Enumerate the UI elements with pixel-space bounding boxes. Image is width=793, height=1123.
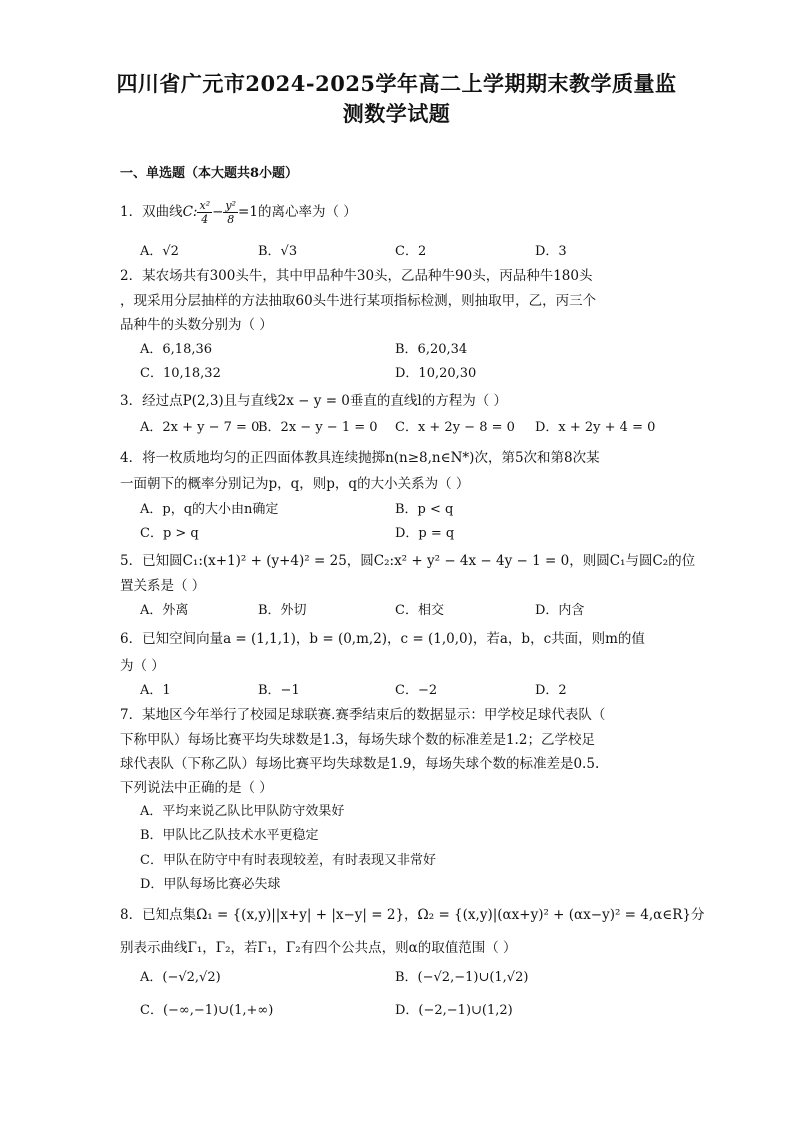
- q1-option-b: B．√3: [258, 244, 298, 259]
- q6-option-b: B．−1: [258, 683, 300, 698]
- q3-option-a: A．2x + y − 7 = 0: [140, 420, 260, 435]
- q7-option-c: C．甲队在防守中有时表现较差，有时表现又非常好: [140, 853, 436, 868]
- q1-minus: −: [212, 204, 224, 220]
- question-1: [120, 200, 357, 225]
- q1-frac-2: [223, 200, 238, 225]
- q4-option-d: D．p = q: [395, 526, 455, 541]
- q6-option-a: A．1: [140, 683, 171, 698]
- q8-line-1: 8．已知点集Ω₁ = {(x,y)||x+y| + |x−y| = 2}，Ω₂ = {(x,y)|(αx+y)² + (αx−y)² = 4,α∈R}分: [120, 907, 705, 923]
- q4-option-a: A．p，q的大小由n确定: [140, 502, 279, 517]
- q3-line-1: 3．经过点P(2,3)且与直线2x − y = 0垂直的直线l的方程为（ ）: [120, 393, 507, 409]
- q7-option-b: B．甲队比乙队技术水平更稳定: [140, 828, 319, 843]
- q1-frac-1-num: x²: [199, 199, 211, 212]
- section-heading: 一、单选题（本大题共8小题）: [120, 166, 299, 181]
- q1-option-a: A．√2: [140, 244, 179, 259]
- q2-option-c: C．10,18,32: [140, 366, 221, 381]
- q1-option-c: C．2: [395, 244, 427, 259]
- q3-option-c: C．x + 2y − 8 = 0: [395, 420, 515, 435]
- q8-option-a: A．(−√2,√2): [140, 970, 221, 985]
- q8-line-2: 别表示曲线Γ₁，Γ₂，若Γ₁，Γ₂有四个公共点，则α的取值范围（ ）: [120, 940, 517, 956]
- q5-line-1: 5．已知圆C₁:(x+1)² + (y+4)² = 25，圆C₂:x² + y² − 4x − 4y − 1 = 0，则圆C₁与圆C₂的位: [120, 553, 696, 569]
- q2-option-a: A．6,18,36: [140, 342, 213, 357]
- title-line-2: 测数学试题: [342, 101, 451, 126]
- q4-line-1: 4．将一枚质地均匀的正四面体教具连续抛掷n(n≥8,n∈N*)次，第5次和第8次某: [120, 450, 600, 466]
- q1-option-d: D．3: [535, 244, 567, 259]
- q1-eq-tail: =1: [238, 204, 258, 220]
- q5-option-a: A．外离: [140, 603, 189, 618]
- q7-option-d: D．甲队每场比赛必失球: [140, 877, 281, 892]
- q1-prefix: 1．双曲线: [120, 204, 183, 220]
- q8-option-d: D．(−2,−1)∪(1,2): [395, 1003, 513, 1018]
- q8-option-c: C．(−∞,−1)∪(1,+∞): [140, 1003, 274, 1018]
- q2-option-d: D．10,20,30: [395, 366, 477, 381]
- q7-line-4: 下列说法中正确的是（ ）: [120, 780, 273, 796]
- q1-frac-1-den: 4: [201, 213, 209, 226]
- q7-option-a: A．平均来说乙队比甲队防守效果好: [140, 804, 345, 819]
- q7-line-1: 7．某地区今年举行了校园足球联赛.赛季结束后的数据显示：甲学校足球代表队（: [120, 707, 606, 723]
- q6-option-d: D．2: [535, 683, 567, 698]
- q3-option-d: D．x + 2y + 4 = 0: [535, 420, 656, 435]
- q5-option-c: C．相交: [395, 603, 444, 618]
- q2-line-3: 品种牛的头数分别为（ ）: [120, 317, 273, 333]
- q7-line-3: 球代表队（下称乙队）每场比赛平均失球数是1.9，每场失球个数的标准差是0.5.: [120, 756, 600, 772]
- q2-line-1: 2．某农场共有300头牛，其中甲品种牛30头，乙品种牛90头，丙品种牛180头: [120, 268, 593, 284]
- q6-option-c: C．−2: [395, 683, 438, 698]
- q1-frac-2-den: 8: [227, 213, 235, 226]
- title-line-1: 四川省广元市2024-2025学年高二上学期期末教学质量监: [116, 71, 677, 96]
- q1-frac-1: [197, 200, 212, 225]
- q7-line-2: 下称甲队）每场比赛平均失球数是1.3，每场失球个数的标准差是1.2；乙学校足: [120, 732, 595, 748]
- q2-line-2: ，现采用分层抽样的方法抽取60头牛进行某项指标检测，则抽取甲，乙，丙三个: [120, 293, 597, 309]
- q4-option-c: C．p > q: [140, 526, 199, 541]
- q5-option-b: B．外切: [258, 603, 307, 618]
- q1-frac-2-num: y²: [225, 199, 237, 212]
- q5-option-d: D．内含: [535, 603, 585, 618]
- q4-line-2: 一面朝下的概率分别记为p，q，则p，q的大小关系为（ ）: [120, 476, 470, 492]
- q6-line-2: 为（ ）: [120, 658, 165, 674]
- q3-option-b: B．2x − y − 1 = 0: [258, 420, 378, 435]
- q1-suffix: 的离心率为（ ）: [257, 204, 357, 220]
- q2-option-b: B．6,20,34: [395, 342, 468, 357]
- q6-line-1: 6．已知空间向量a = (1,1,1)，b = (0,m,2)，c = (1,0,0)，若a，b，c共面，则m的值: [120, 631, 645, 647]
- q1-eq: C:: [182, 204, 198, 220]
- q8-option-b: B．(−√2,−1)∪(1,√2): [395, 970, 529, 985]
- q5-line-2: 置关系是（ ）: [120, 578, 206, 594]
- q4-option-b: B．p < q: [395, 502, 454, 517]
